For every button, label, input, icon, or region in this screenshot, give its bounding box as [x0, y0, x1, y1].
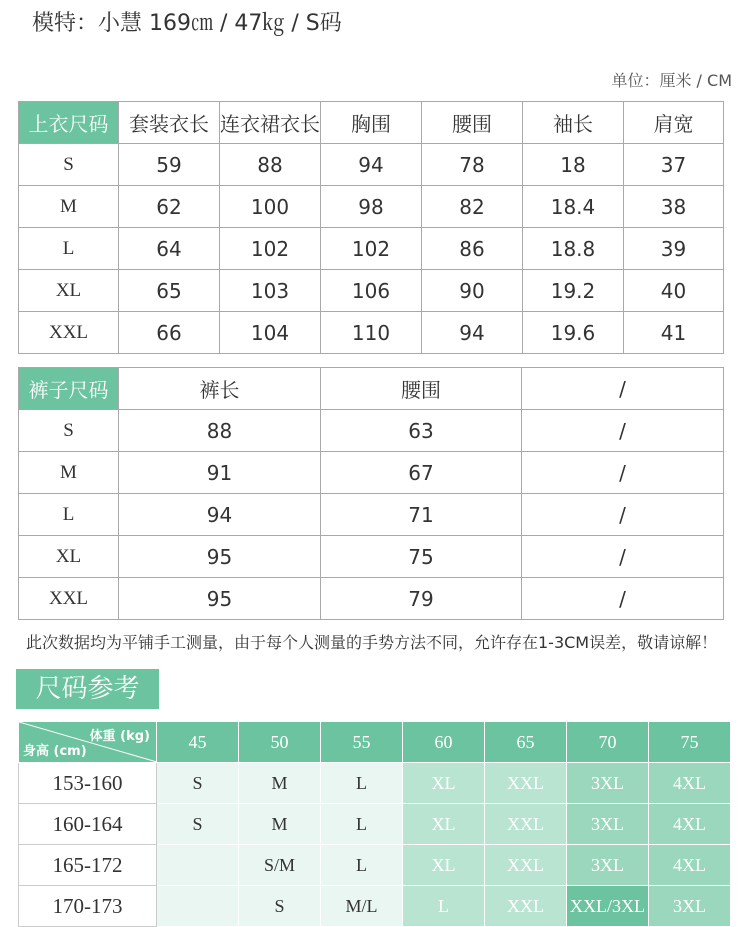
table-cell: 102 — [220, 228, 321, 270]
table-row — [19, 578, 724, 620]
table-cell: 94 — [422, 312, 523, 354]
size-cell: L — [321, 845, 403, 886]
size-cell: XXL — [485, 845, 567, 886]
table-cell: / — [522, 494, 724, 536]
table-cell: 40 — [624, 270, 724, 312]
table-cell: 102 — [321, 228, 422, 270]
size-label: L — [19, 228, 119, 270]
column-header: / — [522, 368, 724, 410]
column-header: 腰围 — [422, 102, 523, 144]
size-cell: S/M — [239, 845, 321, 886]
table-cell: 37 — [624, 144, 724, 186]
column-header: 袖长 — [523, 102, 624, 144]
model-info: 模特：小慧 169㎝ / 47㎏ / S码 — [32, 11, 342, 36]
table-cell: 104 — [220, 312, 321, 354]
size-cell: XXL — [485, 804, 567, 845]
size-cell: L — [321, 804, 403, 845]
table-row — [19, 270, 724, 312]
table-cell: 18.8 — [523, 228, 624, 270]
size-cell: XXL — [485, 763, 567, 804]
table-cell: 59 — [119, 144, 220, 186]
table-cell: 75 — [321, 536, 522, 578]
size-cell — [157, 845, 239, 886]
table-cell: 100 — [220, 186, 321, 228]
top-size-table — [18, 101, 724, 354]
size-label: XL — [19, 536, 119, 578]
height-row — [19, 804, 731, 845]
size-label: M — [19, 452, 119, 494]
column-header: 腰围 — [321, 368, 522, 410]
height-row — [19, 845, 731, 886]
size-cell: 3XL — [649, 886, 731, 927]
table-cell: 94 — [321, 144, 422, 186]
table-cell: 78 — [422, 144, 523, 186]
table-cell: 62 — [119, 186, 220, 228]
size-label: XXL — [19, 578, 119, 620]
table-cell: 19.2 — [523, 270, 624, 312]
table-cell: 94 — [119, 494, 321, 536]
height-row — [19, 886, 731, 927]
table-cell: 106 — [321, 270, 422, 312]
table-row — [19, 536, 724, 578]
table-row — [19, 410, 724, 452]
table-cell: 88 — [119, 410, 321, 452]
table-cell: 66 — [119, 312, 220, 354]
unit-label: 单位：厘米 / CM — [611, 71, 732, 90]
corner-cell — [19, 722, 157, 763]
size-cell: M — [239, 763, 321, 804]
size-cell: M/L — [321, 886, 403, 927]
table-cell: 41 — [624, 312, 724, 354]
table-row — [19, 452, 724, 494]
size-cell: S — [157, 804, 239, 845]
table-cell: / — [522, 410, 724, 452]
height-axis-label: 身高 (cm) — [23, 744, 87, 759]
column-header: 裤长 — [119, 368, 321, 410]
height-range: 165-172 — [19, 845, 157, 886]
table-cell: 95 — [119, 536, 321, 578]
column-header: 胸围 — [321, 102, 422, 144]
weight-header: 70 — [567, 722, 649, 763]
size-column-header: 上衣尺码 — [19, 102, 119, 144]
size-cell: 4XL — [649, 804, 731, 845]
size-cell: XXL — [485, 886, 567, 927]
size-cell: S — [239, 886, 321, 927]
size-reference-title: 尺码参考 — [16, 669, 159, 709]
table-row — [19, 494, 724, 536]
weight-axis-label: 体重 (kg) — [89, 729, 150, 744]
table-cell: 91 — [119, 452, 321, 494]
table-cell: 65 — [119, 270, 220, 312]
weight-header: 65 — [485, 722, 567, 763]
size-label: S — [19, 410, 119, 452]
table-cell: 18 — [523, 144, 624, 186]
table-cell: 79 — [321, 578, 522, 620]
column-header: 连衣裙衣长 — [220, 102, 321, 144]
size-cell: M — [239, 804, 321, 845]
table-cell: 18.4 — [523, 186, 624, 228]
size-label: S — [19, 144, 119, 186]
table-cell: 90 — [422, 270, 523, 312]
table-cell: 64 — [119, 228, 220, 270]
header-row — [19, 102, 724, 144]
height-row — [19, 763, 731, 804]
table-cell: / — [522, 536, 724, 578]
column-header: 肩宽 — [624, 102, 724, 144]
size-label: M — [19, 186, 119, 228]
table-cell: / — [522, 452, 724, 494]
weight-header: 75 — [649, 722, 731, 763]
table-cell: 38 — [624, 186, 724, 228]
size-cell: XL — [403, 804, 485, 845]
size-cell: 3XL — [567, 845, 649, 886]
height-range: 160-164 — [19, 804, 157, 845]
weight-header: 55 — [321, 722, 403, 763]
table-cell: 95 — [119, 578, 321, 620]
size-cell: 3XL — [567, 763, 649, 804]
pants-size-table — [18, 367, 724, 620]
table-cell: 39 — [624, 228, 724, 270]
table-cell: 71 — [321, 494, 522, 536]
table-row — [19, 144, 724, 186]
table-cell: 98 — [321, 186, 422, 228]
table-cell: 88 — [220, 144, 321, 186]
size-label: XXL — [19, 312, 119, 354]
table-cell: 110 — [321, 312, 422, 354]
size-cell: L — [403, 886, 485, 927]
table-row — [19, 312, 724, 354]
weight-header-row — [19, 722, 731, 763]
size-cell: 4XL — [649, 763, 731, 804]
table-row — [19, 186, 724, 228]
table-row — [19, 228, 724, 270]
table-cell: 19.6 — [523, 312, 624, 354]
header-row — [19, 368, 724, 410]
size-label: XL — [19, 270, 119, 312]
size-reference-table — [18, 721, 731, 927]
size-column-header: 裤子尺码 — [19, 368, 119, 410]
size-cell: XXL/3XL — [567, 886, 649, 927]
height-range: 153-160 — [19, 763, 157, 804]
size-cell: 3XL — [567, 804, 649, 845]
height-range: 170-173 — [19, 886, 157, 927]
table-cell: 103 — [220, 270, 321, 312]
table-cell: / — [522, 578, 724, 620]
size-cell — [157, 886, 239, 927]
weight-header: 45 — [157, 722, 239, 763]
weight-header: 50 — [239, 722, 321, 763]
table-cell: 82 — [422, 186, 523, 228]
table-cell: 86 — [422, 228, 523, 270]
size-cell: XL — [403, 763, 485, 804]
size-cell: L — [321, 763, 403, 804]
measurement-note: 此次数据均为平铺手工测量，由于每个人测量的手势方法不同，允许存在1-3CM误差，敬请谅解！ — [26, 633, 718, 652]
size-cell: S — [157, 763, 239, 804]
table-cell: 67 — [321, 452, 522, 494]
size-cell: 4XL — [649, 845, 731, 886]
table-cell: 63 — [321, 410, 522, 452]
size-cell: XL — [403, 845, 485, 886]
size-label: L — [19, 494, 119, 536]
weight-header: 60 — [403, 722, 485, 763]
column-header: 套装衣长 — [119, 102, 220, 144]
